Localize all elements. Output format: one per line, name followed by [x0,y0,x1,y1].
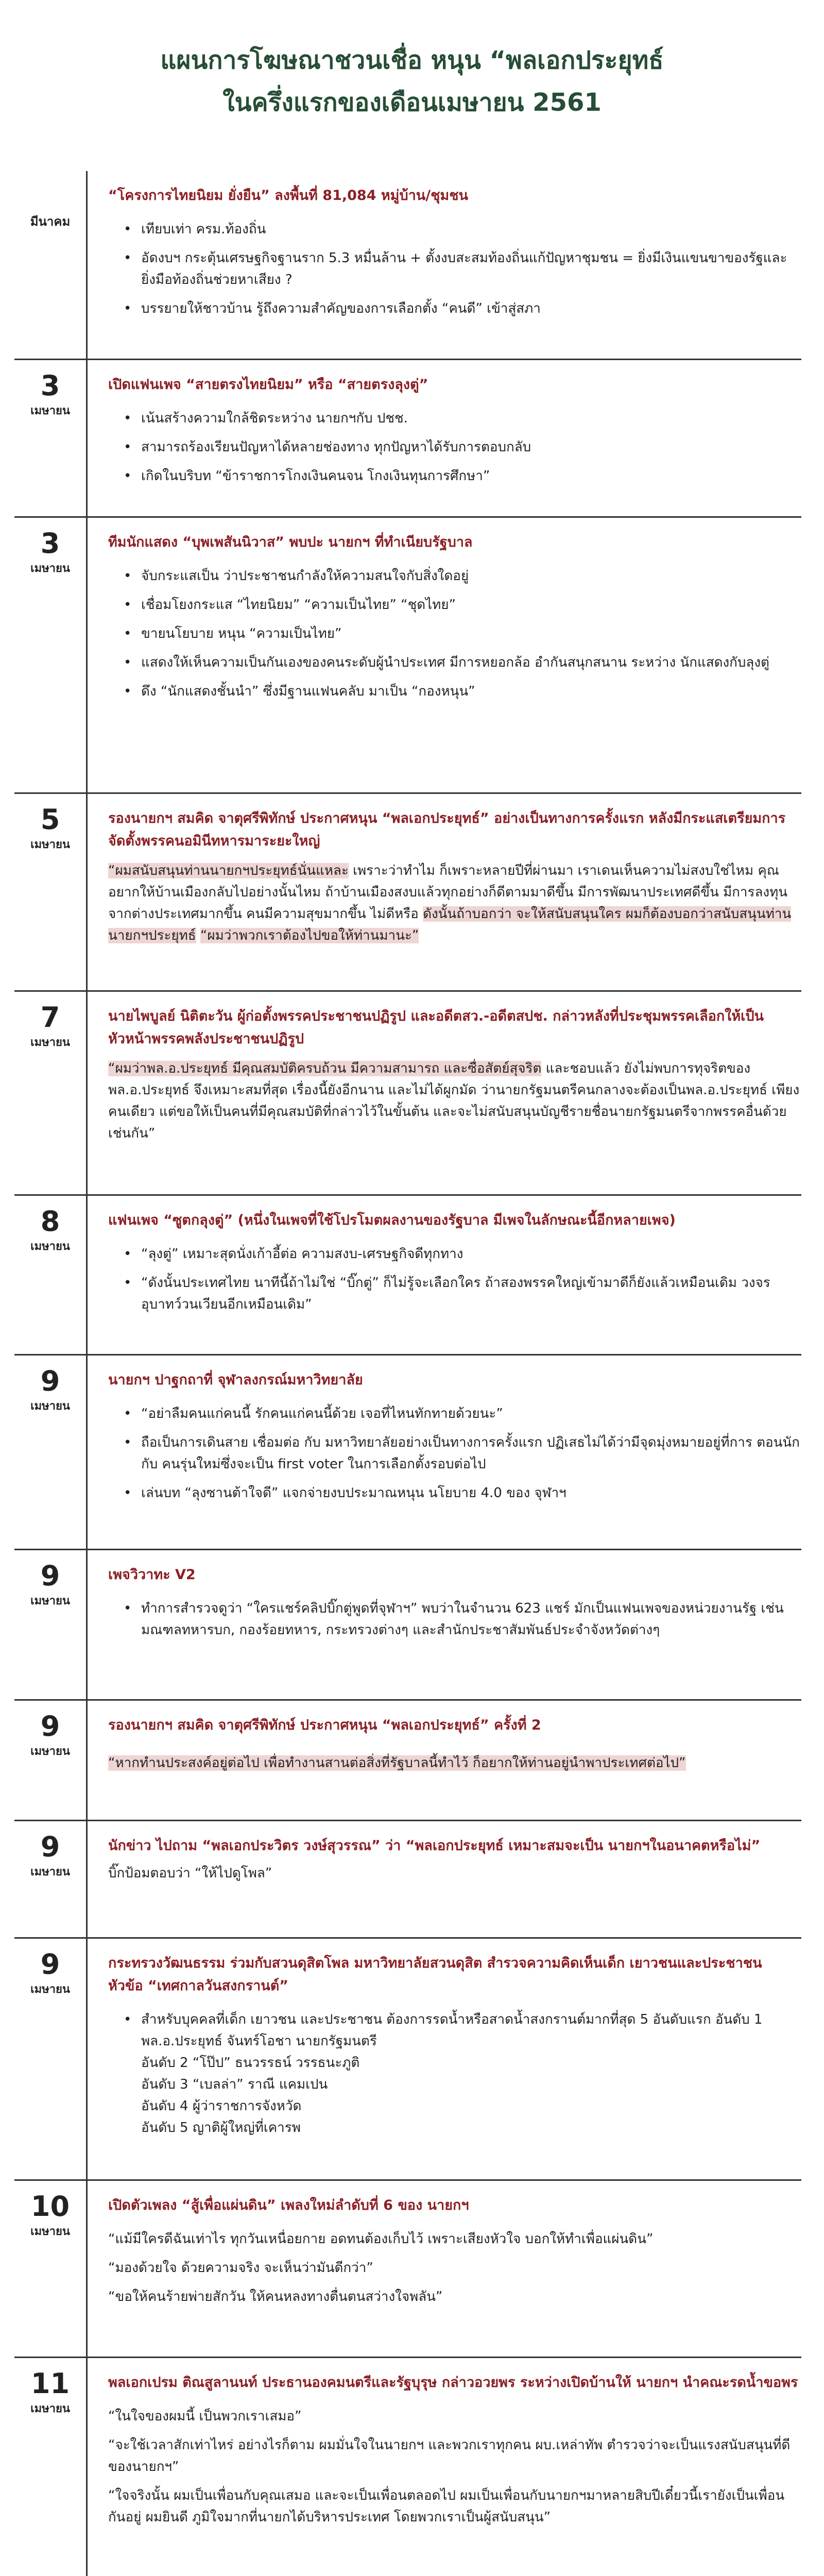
entry-paragraph: “ใจจริงนั้น ผมเป็นเพื่อนกับคุณเสมอ และจะเป็นเพื่อนตลอดไป ผมเป็นเพื่อนกับนายกฯมาหลายสิบปีเดี๋ยวนี้เรายังเป็นเพื่อนกันอยู่ ผมยินดี ภูมิใจมากที่นายกได้บริหารประเทศ โดยพวกเราเป็นผู้สนับสนุน” [108,2488,785,2525]
entry-headline: นายไพบูลย์ นิติตะวัน ผู้ก่อตั้งพรรคประชาชนปฏิรูป และอดีตสว.-อดีตสปช. กล่าวหลังที่ประชุมพรรคเลือกให้เป็นหัวหน้าพรรคพลังประชาชนปฏิรูป [108,1008,764,1047]
entry-month: เมษายน [30,838,70,851]
entry-headline: “โครงการไทยนิยม ยั่งยืน” ลงพื้นที่ 81,084 หมู่บ้าน/ชุมชน [108,188,468,204]
entry-month: เมษายน [30,2402,70,2415]
bullet-item: • แสดงให้เห็นความเป็นกันเองของคนระดับผู้นำประเทศ มีการหยอกล้อ อำกันสนุกสนาน ระหว่าง นักแสดงกับลุงตู่ [124,652,801,673]
entry-paragraph: “แม้มีใครดีฉันเท่าไร ทุกวันเหนื่อยกาย อดทนต้องเก็บไว้ เพราะเสียงหัวใจ บอกให้ทำเพื่อแผ่นดิน” [108,2231,654,2247]
bullet-item: • เล่นบท “ลุงซานต้าใจดี” แจกจ่ายงบประมาณหนุน นโยบาย 4.0 ของ จุฬาฯ [124,1482,801,1504]
quote-highlight: “ผมว่าพวกเราต้องไปขอให้ท่านมานะ” [200,928,419,943]
entry-content [88,1355,801,1549]
entry-paragraphs [108,2405,801,2528]
bullet-item: • ทำการสำรวจดูว่า “ใครแชร์คลิปบิ๊กตู่พูดที่จุฬาฯ” พบว่าในจำนวน 623 แชร์ มักเป็นแฟนเพจของหน่วยงานรัฐ เช่น มณฑลทหารบก, กองร้อยทหาร, กระทรวงต่างๆ และสำนักประชาสัมพันธ์ประจำจังหวัดต่างๆ [124,1598,801,1641]
bullet-item: • “ลุงตู่” เหมาะสุดนั่งเก้าอี้ต่อ ความสงบ-เศรษฐกิจดีทุกทาง [124,1243,801,1265]
entry-paragraph: “ในใจของผมนี้ เป็นพวกเราเสมอ” [108,2409,302,2424]
bullet-item: • “อย่าลืมคนแก่คนนี้ รักคนแก่คนนี้ด้วย เจอที่ไหนทักทายด้วยนะ” [124,1403,801,1425]
entry-day: 10 [30,2190,70,2223]
entry-month: เมษายน [30,1240,70,1253]
entry-day: 9 [40,1710,60,1742]
entry-bullet-list [108,408,801,487]
entry-date [14,1939,88,2179]
entry-paragraph: “มองด้วยใจ ด้วยความจริง จะเห็นว่ามันดีกว่า” [108,2260,373,2276]
entry-date [14,794,88,990]
entry-month: เมษายน [30,404,70,417]
page-title-line-1: แผนการโฆษณาชวนเชื่อ หนุน “พลเอกประยุทธ์ [160,46,664,75]
entry-month: เมษายน [30,2225,70,2238]
entry-bullet-list [108,218,801,319]
entry-quote [108,860,801,946]
entry-content [88,171,801,359]
entry-bullet-list [108,1598,801,1641]
timeline-entry [14,1194,801,1354]
quote-highlight: “ผมสนับสนุนท่านนายกฯประยุทธ์นั่นแหละ [108,863,349,878]
bullet-item: • บรรยายให้ชาวบ้าน รู้ถึงความสำคัญของการเลือกตั้ง “คนดี” เข้าสู่สภา [124,298,801,319]
entry-content [88,1196,801,1354]
entry-month: เมษายน [30,1745,70,1758]
entry-day: 8 [40,1205,60,1238]
entry-headline: นายกฯ ปาฐกถาที่ จุฬาลงกรณ์มหาวิทยาลัย [108,1372,363,1388]
timeline-entry [14,792,801,990]
bullet-item: • เกิดในบริบท “ข้าราชการโกงเงินคนจน โกงเงินทุนการศึกษา” [124,465,801,487]
bullet-item: • สำหรับบุคคลที่เด็ก เยาวชน และประชาชน ต้องการรดน้ำหรือสาดน้ำสงกรานต์มากที่สุด 5 อันดับแรก อันดับ 1 พล.อ.ประยุทธ์ จันทร์โอชา นายกรัฐมนตรี อันดับ 2 “โป๊ป” ธนวรรธน์ วรรธนะภูติ อันดับ 3 “เบลล่า” ราณี แคมเปน อันดับ 4 ผู้ว่าราชการจังหวัด อันดับ 5 ญาติผู้ใหญ่ที่เคารพ [124,2009,801,2139]
entry-date [14,171,88,359]
entry-bullet-list [108,1403,801,1504]
quote-spacer [196,928,200,943]
entry-content [88,2358,801,2576]
bullet-item: • สามารถร้องเรียนปัญหาได้หลายช่องทาง ทุกปัญหาได้รับการตอบกลับ [124,436,801,458]
timeline-entry [14,171,801,359]
timeline-entry [14,1354,801,1549]
entry-headline: พลเอกเปรม ติณสูลานนท์ ประธานองคมนตรีและรัฐบุรุษ กล่าวอวยพร ระหว่างเปิดบ้านให้ นายกฯ นำคณะรดน้ำขอพร [108,2375,798,2391]
entry-month: เมษายน [30,1866,70,1878]
entry-date [14,1821,88,1937]
entry-date [14,1550,88,1699]
entry-text: บิ๊กป้อมตอบว่า “ให้ไปดูโพล” [108,1866,272,1881]
quote-text: และชอบแล้ว ยังไม่พบการทุจริตของ พล.อ.ประยุทธ์ จึงเหมาะสมที่สุด เรื่องนี้ยังอีกนาน และไม่ได้ผูกมัด ว่านายกรัฐมนตรีคนกลางจะต้องเป็นพล.อ.ประยุทธ์ เพียงคนเดียว แต่ขอให้เป็นคนที่มีคุณสมบัติที่กล่าวไว้ในขั้นต้น และจะไม่สนับสนุนบัญชีรายชื่อนายกรัฐมนตรีจากพรรคอื่นด้วยเช่นกัน” [108,1061,800,1141]
page-title-line-2: ในครึ่งแรกของเดือนเมษายน 2561 [222,88,602,117]
bullet-item: • ถือเป็นการเดินสาย เชื่อมต่อ กับ มหาวิทยาลัยอย่างเป็นทางการครั้งแรก ปฏิเสธไม่ได้ว่ามีจุดมุ่งหมายอยู่ที่การ ตอนนักกับ คนรุ่นใหม่ซึ่งจะเป็น first voter ในการเลือกตั้งรอบต่อไป [124,1432,801,1475]
entry-day: 9 [40,1831,60,1863]
entry-day: 9 [40,1365,60,1397]
entry-date [14,360,88,516]
entry-date [14,1701,88,1820]
timeline [14,171,801,2576]
entry-content [88,992,801,1194]
entry-date [14,1196,88,1354]
entry-content [88,794,801,990]
page-title [0,0,824,171]
entry-content [88,2181,801,2357]
entry-content [88,1550,801,1699]
entry-bullet-list [108,565,801,702]
entry-month: เมษายน [30,1036,70,1049]
bullet-item: • อัดงบฯ กระตุ้นเศรษฐกิจฐานราก 5.3 หมื่นล้าน + ตั้งงบสะสมท้องถิ่นแก้ปัญหาชุมชน = ยิ่งมีเงินแขนขาของรัฐและยิ่งมือท้องถิ่นช่วยหาเสียง ? [124,247,801,291]
entry-day: 9 [40,1948,60,1980]
entry-headline: รองนายกฯ สมคิด จาตุศรีพิทักษ์ ประกาศหนุน “พลเอกประยุทธ์” ครั้งที่ 2 [108,1717,541,1733]
bullet-item: • “ดังนั้นประเทศไทย นาทีนี้ถ้าไม่ใช่ “บิ๊กตู่” ก็ไม่รู้จะเลือกใคร ถ้าสองพรรคใหญ่เข้ามาดีก็ยังแล้วเหมือนเดิม วงจรอุบาทว์วนเวียนอีกเหมือนเดิม” [124,1272,801,1315]
entry-month: มีนาคม [30,214,71,229]
entry-content [88,1939,801,2179]
timeline-entry [14,2357,801,2576]
entry-quote [108,1058,801,1144]
entry-content [88,518,801,792]
entry-day: 3 [40,369,60,402]
entry-month: เมษายน [30,562,70,575]
timeline-entry [14,516,801,792]
bullet-item: • จับกระแสเป็น ว่าประชาชนกำลังให้ความสนใจกับสิ่งใดอยู่ [124,565,801,587]
timeline-entry [14,1820,801,1937]
entry-headline: รองนายกฯ สมคิด จาตุศรีพิทักษ์ ประกาศหนุน “พลเอกประยุทธ์” อย่างเป็นทางการครั้งแรก หลังมีกระแสเตรียมการจัดตั้งพรรคนอมินีทหารมาระยะใหญ่ [108,810,786,849]
bullet-item: • ดึง “นักแสดงชั้นนำ” ซึ่งมีฐานแฟนคลับ มาเป็น “กองหนุน” [124,681,801,702]
entry-day: 3 [40,527,60,560]
timeline-entry [14,1699,801,1820]
bullet-item: • เน้นสร้างความใกล้ชิดระหว่าง นายกฯกับ ปชช. [124,408,801,429]
entry-bullet-list [108,2009,801,2139]
entry-date [14,992,88,1194]
entry-paragraph: “จะใช้เวลาสักเท่าไหร่ อย่างไรก็ตาม ผมมั่นใจในนายกฯ และพวกเราทุกคน ผบ.เหล่าทัพ ตำรวจว่าจะเป็นแรงสนับสนุนที่ดีของนายกฯ” [108,2437,791,2475]
entry-headline: เปิดตัวเพลง “สู้เพื่อแผ่นดิน” เพลงใหม่ลำดับที่ 6 ของ นายกฯ [108,2197,469,2213]
entry-day: 11 [30,2367,70,2400]
entry-day: 9 [40,1560,60,1592]
timeline-entry [14,359,801,516]
entry-headline: ทีมนักแสดง “บุพเพสันนิวาส” พบปะ นายกฯ ที่ทำเนียบรัฐบาล [108,534,473,550]
entry-date [14,2358,88,2576]
timeline-entry [14,2179,801,2357]
entry-date [14,2181,88,2357]
entry-headline: กระทรวงวัฒนธรรม ร่วมกับสวนดุสิตโพล มหาวิทยาลัยสวนดุสิต สำรวจความคิดเห็นเด็ก เยาวชนและประชาชน หัวข้อ “เทศกาลวันสงกรานต์” [108,1955,762,1994]
entry-paragraph: “ขอให้คนร้ายพ่ายสักวัน ให้คนหลงทางตื่นตนสว่างใจพลัน” [108,2289,443,2304]
entry-headline: แฟนเพจ “ซูตกลุงตู่” (หนึ่งในเพจที่ใช้โปรโมตผลงานของรัฐบาล มีเพจในลักษณะนี้อีกหลายเพจ) [108,1212,676,1228]
entry-headline: นักข่าว ไปถาม “พลเอกประวิตร วงษ์สุวรรณ” ว่า “พลเอกประยุทธ์ เหมาะสมจะเป็น นายกฯในอนาคตหรือไม่” [108,1838,761,1854]
entry-month: เมษายน [30,1400,70,1413]
entry-content [88,1821,801,1937]
timeline-entry [14,990,801,1194]
entry-headline: เพจวิวาทะ V2 [108,1567,196,1583]
entry-day: 7 [40,1001,60,1033]
quote-highlight: ดังนั้นถ้าบอกว่า จะให้สนับสนุนใคร ผมก็ต้องบอกว่าสนับสนุนท่านนายกฯประยุทธ์ [108,906,792,943]
entry-date [14,518,88,792]
entry-content [88,360,801,516]
entry-month: เมษายน [30,1595,70,1607]
bullet-item: • ขายนโยบาย หนุน “ความเป็นไทย” [124,623,801,645]
entry-day: 5 [40,803,60,836]
entry-date [14,1355,88,1549]
entry-paragraphs [108,2228,801,2308]
entry-headline: เปิดแฟนเพจ “สายตรงไทยนิยม” หรือ “สายตรงลุงตู่” [108,377,428,393]
quote-highlight: “ผมว่าพล.อ.ประยุทธ์ มีคุณสมบัติครบถ้วน มีความสามารถ และซื่อสัตย์สุจริต [108,1061,542,1076]
timeline-entry [14,1937,801,2179]
bullet-item: • เทียบเท่า ครม.ท้องถิ่น [124,218,801,240]
quote-highlight: “หากทำนประสงค์อยู่ต่อไป เพื่อทำงานสานต่อสิ่งที่รัฐบาลนี้ทำไว้ ก็อยากให้ท่านอยู่นำพาประเทศต่อไป” [108,1755,686,1771]
bullet-item: • เชื่อมโยงกระแส “ไทยนิยม” “ความเป็นไทย” “ชุดไทย” [124,594,801,616]
entry-bullet-list [108,1243,801,1315]
entry-content [88,1701,801,1820]
quote-text: เพราะว่าทำไม ก็เพราะหลายปีที่ผ่านมา เราเดนเห็นความไม่สงบใช่ไหม คุณอยากให้บ้านเมืองกลับไปอย่างนั้นไหม ถ้าบ้านเมืองสงบแล้วทุกอย่างก็ดีตามมาดีขึ้น มีการพัฒนาประเทศดีขึ้น มีการลงทุนจากต่างประเทศมากขึ้น คนมีความสุขมากขึ้น ไม่ดีหรือ [108,863,788,922]
timeline-entry [14,1549,801,1699]
entry-quote [108,1752,801,1774]
entry-month: เมษายน [30,1983,70,1996]
